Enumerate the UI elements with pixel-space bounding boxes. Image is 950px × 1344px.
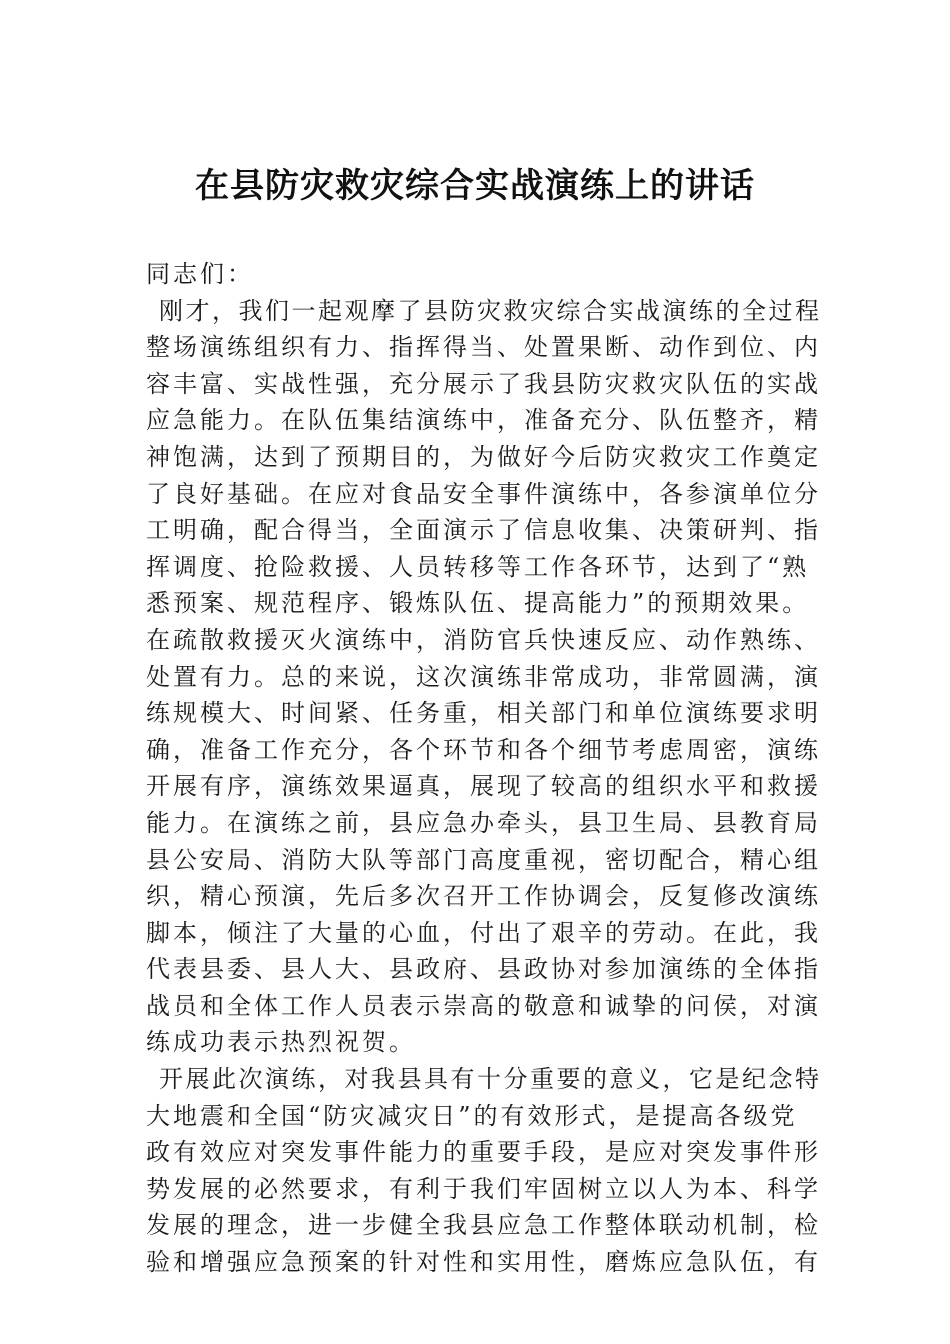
- text-line: 在疏散救援灭火演练中，消防官兵快速反应、动作熟练、: [146, 625, 821, 654]
- text-line: 刚才，我们一起观摩了县防灾救灾综合实战演练的全过程: [159, 296, 822, 325]
- text-line: 整场演练组织有力、指挥得当、处置果断、动作到位、内: [146, 333, 821, 362]
- text-line: 代表县委、县人大、县政府、县政协对参加演练的全体指: [146, 955, 821, 984]
- text-line: 势发展的必然要求，有利于我们牢固树立以人为本、科学: [146, 1174, 821, 1203]
- text-line: 验和增强应急预案的针对性和实用性，磨炼应急队伍，有: [146, 1248, 821, 1277]
- text-line: 脚本，倾注了大量的心血，付出了艰辛的劳动。在此，我: [146, 918, 821, 947]
- text-line: 应急能力。在队伍集结演练中，准备充分、队伍整齐，精: [146, 406, 821, 435]
- text-line: 挥调度、抢险救援、人员转移等工作各环节，达到了“熟: [146, 552, 810, 581]
- text-line: 政有效应对突发事件能力的重要手段，是应对突发事件形: [146, 1138, 821, 1167]
- text-line: 确，准备工作充分，各个环节和各个细节考虑周密，演练: [146, 735, 821, 764]
- text-line: 工明确，配合得当，全面演示了信息收集、决策研判、指: [146, 516, 821, 545]
- text-line: 了良好基础。在应对食品安全事件演练中，各参演单位分: [146, 479, 821, 508]
- text-line: 织，精心预演，先后多次召开工作协调会，反复修改演练: [146, 882, 821, 911]
- text-line: 大地震和全国“防灾减灾日”的有效形式，是提高各级党: [146, 1101, 798, 1130]
- text-line: 容丰富、实战性强，充分展示了我县防灾救灾队伍的实战: [146, 369, 821, 398]
- text-line: 悉预案、规范程序、锻炼队伍、提高能力”的预期效果。: [146, 589, 810, 618]
- text-line: 县公安局、消防大队等部门高度重视，密切配合，精心组: [146, 845, 821, 874]
- document-body: [146, 256, 826, 1281]
- text-line: 发展的理念，进一步健全我县应急工作整体联动机制，检: [146, 1211, 821, 1240]
- text-line: 神饱满，达到了预期目的，为做好今后防灾救灾工作奠定: [146, 442, 821, 471]
- text-line: 处置有力。总的来说，这次演练非常成功，非常圆满，演: [146, 662, 821, 691]
- text-line: 战员和全体工作人员表示崇高的敬意和诚挚的问侯，对演: [146, 991, 821, 1020]
- text-line: 练规模大、时间紧、任务重，相关部门和单位演练要求明: [146, 699, 821, 728]
- text-line: 开展有序，演练效果逼真，展现了较高的组织水平和救援: [146, 772, 821, 801]
- document-title: 在县防灾救灾综合实战演练上的讲话: [195, 166, 755, 206]
- text-line: 开展此次演练，对我县具有十分重要的意义，它是纪念特: [159, 1065, 822, 1094]
- text-line: 同志们：: [146, 260, 254, 288]
- text-line: 能力。在演练之前，县应急办牵头，县卫生局、县教育局: [146, 808, 821, 837]
- text-line: 练成功表示热烈祝贺。: [146, 1028, 416, 1057]
